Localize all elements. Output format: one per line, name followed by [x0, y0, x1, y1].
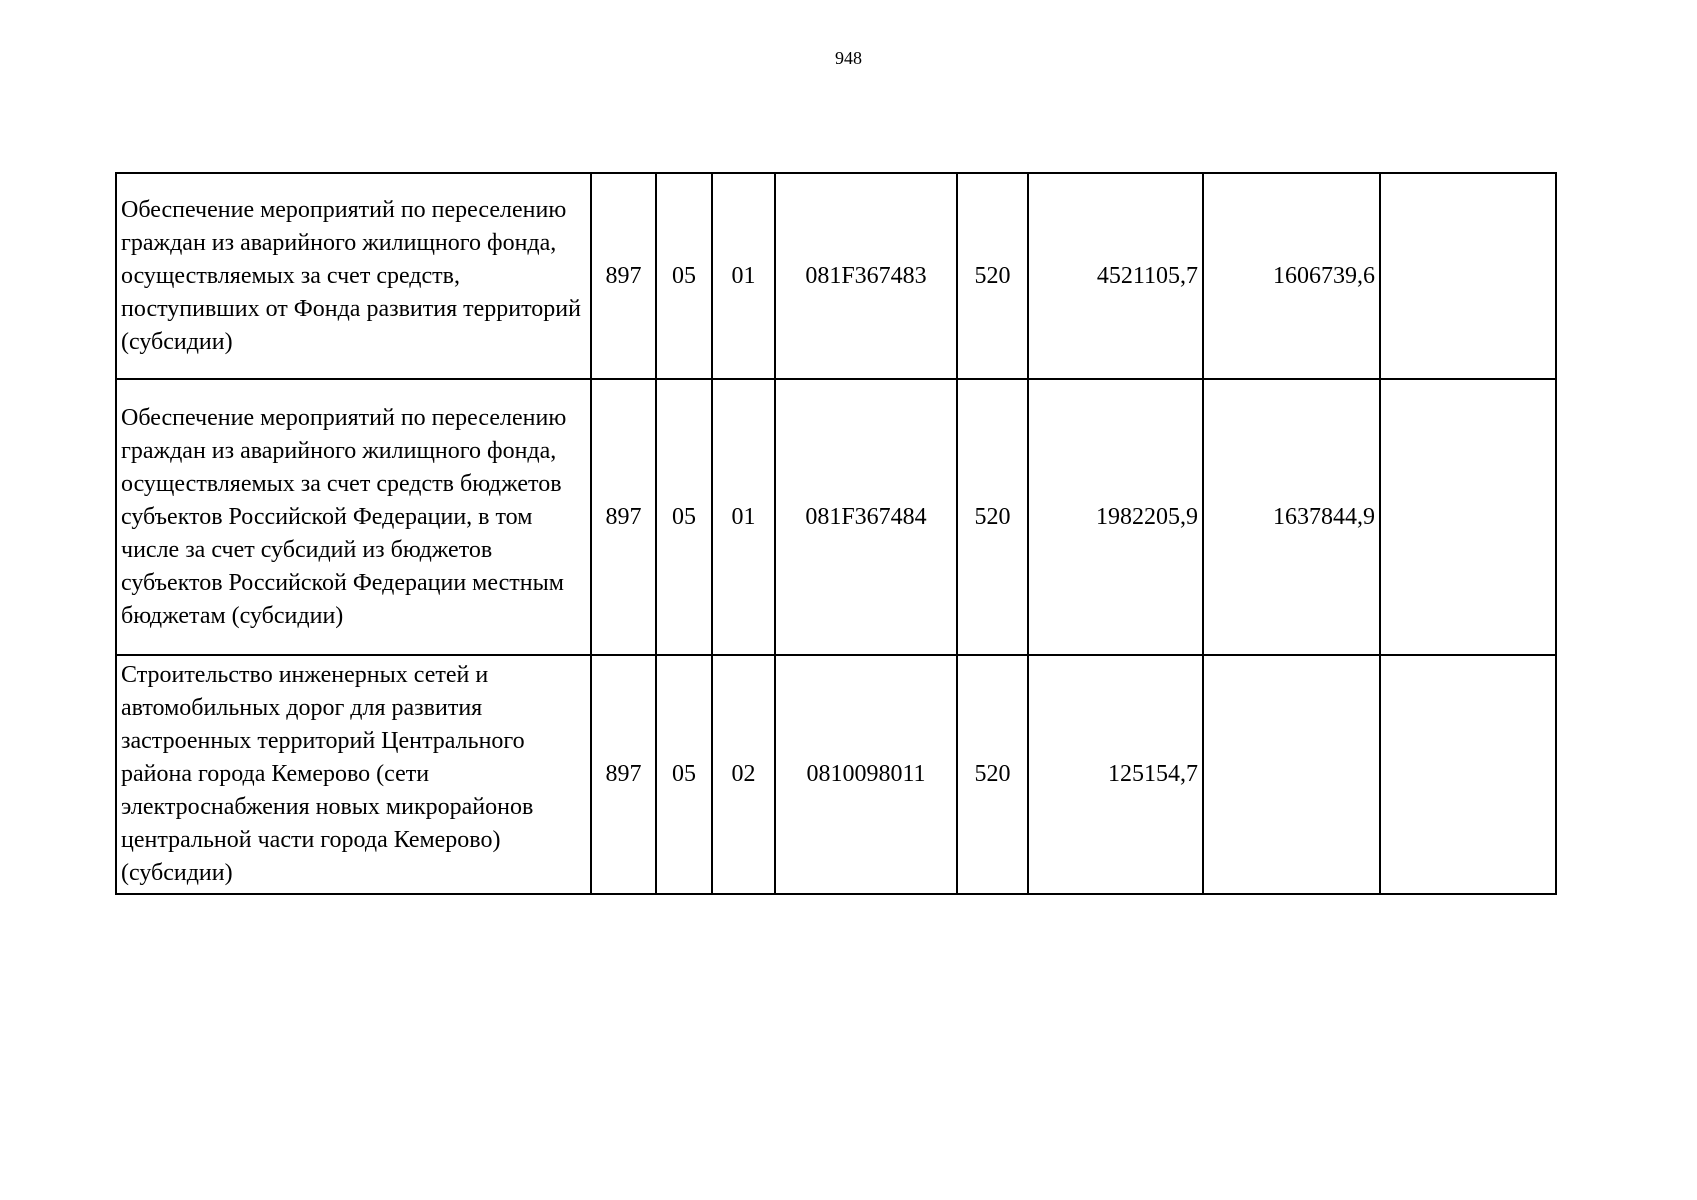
cell-subsection: 01	[712, 379, 775, 655]
cell-amount-3	[1380, 173, 1556, 379]
cell-amount-3	[1380, 655, 1556, 894]
cell-subsection: 01	[712, 173, 775, 379]
cell-expense-type: 520	[957, 379, 1028, 655]
cell-expense-type: 520	[957, 173, 1028, 379]
page-number: 948	[835, 48, 862, 68]
table-row	[116, 379, 1556, 655]
cell-name: Строительство инженерных сетей и автомобильных дорог для развития застроенных территорий Центрального района города Кемерово (сети электроснабжения новых микрорайонов центральной части города Кемерово) (субсидии)	[116, 655, 591, 894]
cell-subsection: 02	[712, 655, 775, 894]
cell-amount-1: 1982205,9	[1028, 379, 1203, 655]
cell-section: 05	[656, 173, 712, 379]
cell-expense-type: 520	[957, 655, 1028, 894]
cell-amount-1: 4521105,7	[1028, 173, 1203, 379]
budget-table	[115, 172, 1557, 895]
cell-ministry: 897	[591, 379, 656, 655]
cell-name: Обеспечение мероприятий по переселению граждан из аварийного жилищного фонда, осуществляемых за счет средств, поступивших от Фонда развития территорий (субсидии)	[116, 173, 591, 379]
cell-section: 05	[656, 655, 712, 894]
table-row	[116, 655, 1556, 894]
cell-name: Обеспечение мероприятий по переселению граждан из аварийного жилищного фонда, осуществляемых за счет средств бюджетов субъектов Российской Федерации, в том числе за счет субсидий из бюджетов субъектов Российской Федерации местным бюджетам (субсидии)	[116, 379, 591, 655]
cell-amount-2	[1203, 655, 1380, 894]
cell-target-article: 081F367483	[775, 173, 957, 379]
table-row	[116, 173, 1556, 379]
cell-amount-2: 1637844,9	[1203, 379, 1380, 655]
cell-section: 05	[656, 379, 712, 655]
cell-amount-3	[1380, 379, 1556, 655]
cell-target-article: 081F367484	[775, 379, 957, 655]
cell-ministry: 897	[591, 173, 656, 379]
cell-amount-1: 125154,7	[1028, 655, 1203, 894]
cell-amount-2: 1606739,6	[1203, 173, 1380, 379]
cell-ministry: 897	[591, 655, 656, 894]
cell-target-article: 0810098011	[775, 655, 957, 894]
